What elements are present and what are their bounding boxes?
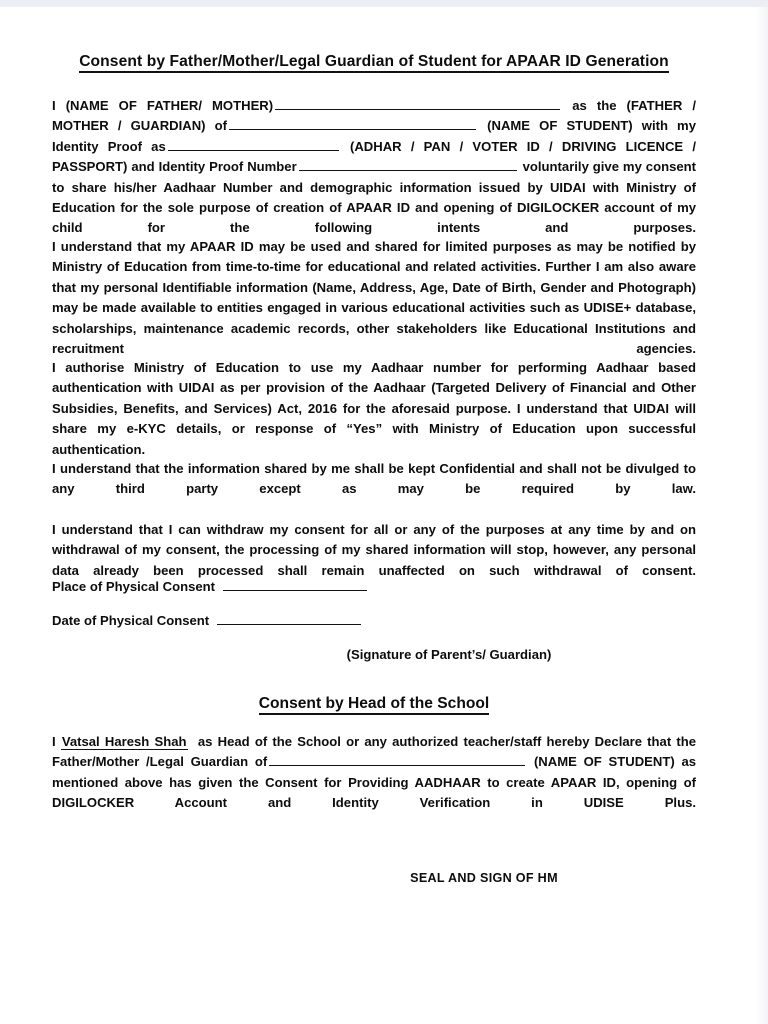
consent-paragraph-1: [52, 96, 696, 259]
p1-seg4: (ADHAR / PAN / VOTER ID / DRIVING LICENCE / PASSPORT) and Identity Proof Number: [52, 138, 696, 175]
p6-seg1: I: [52, 734, 56, 749]
place-of-consent-row: [52, 579, 367, 594]
p3-text: I authorise Ministry of Education to use my Aadhaar number for performing Aadhaar based authentication with UIDAI as per provision of the Aadhaar (Targeted Delivery of Financial and Other Subsidies, Benefits, and Services) Act, 2016 for the aforesaid purpose. I understand that UIDAI will share my e-KYC details, or response of “Yes” with Ministry of Education upon successful authentication.: [52, 360, 696, 457]
father-mother-name-blank[interactable]: [275, 98, 560, 110]
identity-proof-number-blank[interactable]: [299, 159, 517, 171]
section-title-head-of-school: [52, 695, 696, 713]
head-of-school-name[interactable]: Vatsal Haresh Shah: [61, 734, 187, 749]
p6-seg3: (NAME OF STUDENT) as mentioned above has given the Consent for Providing AADHAAR to create APAAR ID, opening of DIGILOCKER Account and Identity Verification in UDISE Plus.: [52, 754, 697, 811]
date-of-consent-label: Date of Physical Consent: [52, 613, 210, 629]
section-title-text: Consent by Head of the School: [259, 695, 489, 715]
parent-signature-caption: (Signature of Parent’s/ Guardian): [346, 647, 552, 662]
p6-seg2: as Head of the School or any authorized teacher/staff hereby Declare that the Father/Mother /Legal Guardian of: [52, 734, 697, 770]
place-of-consent-label: Place of Physical Consent: [52, 579, 216, 595]
page-title: [52, 53, 696, 71]
scan-top-band: [0, 0, 768, 7]
p2-text: I understand that my APAAR ID may be used and shared for limited purposes as may be notified by Ministry of Education from time-to-time for educational and related activities. Further I am also aware that my personal Identifiable information (Name, Address, Age, Date of Birth, Gender and Photograph) may be made available to entities engaged in various educational activities such as UDISE+ database, scholarships, maintenance academic records, other stakeholders like Educational Institutions and recruitment agencies.: [52, 239, 696, 357]
student-name-blank[interactable]: [229, 118, 476, 130]
p1-seg1: I (NAME OF FATHER/ MOTHER): [52, 98, 274, 113]
date-of-consent-input[interactable]: [217, 613, 361, 625]
consent-paragraph-4: [52, 459, 696, 520]
p5-text: I understand that I can withdraw my consent for all or any of the purposes at any time by and on withdrawal of my consent, the processing of my shared information will stop, however, any personal data already been processed shall remain unaffected on such withdrawal of consent.: [52, 522, 696, 578]
place-of-consent-input[interactable]: [223, 579, 367, 591]
seal-and-sign-caption: SEAL AND SIGN OF HM: [410, 871, 558, 885]
scan-right-edge: [755, 7, 768, 1024]
date-of-consent-row: [52, 613, 361, 628]
p1-seg5: voluntarily give my consent to share his/her Aadhaar Number and demographic information issued by UIDAI with Ministry of Education for the sole purpose of creation of APAAR ID and opening of DIGILOCKER account of my child for the following intents and purposes.: [52, 159, 697, 236]
p1-seg3: (NAME OF STUDENT) with my Identity Proof as: [52, 118, 696, 154]
p4-text: I understand that the information shared by me shall be kept Confidential and shall not be divulged to any third party except as may be required by law.: [52, 461, 696, 497]
page-title-text: Consent by Father/Mother/Legal Guardian of Student for APAAR ID Generation: [79, 53, 669, 73]
p1-seg2: as the (FATHER / MOTHER / GUARDIAN) of: [52, 98, 696, 134]
identity-proof-type-blank[interactable]: [168, 139, 339, 151]
consent-paragraph-head-of-school: [52, 732, 696, 834]
document-page: [0, 7, 768, 1024]
student-name-blank-hm[interactable]: [269, 754, 525, 766]
